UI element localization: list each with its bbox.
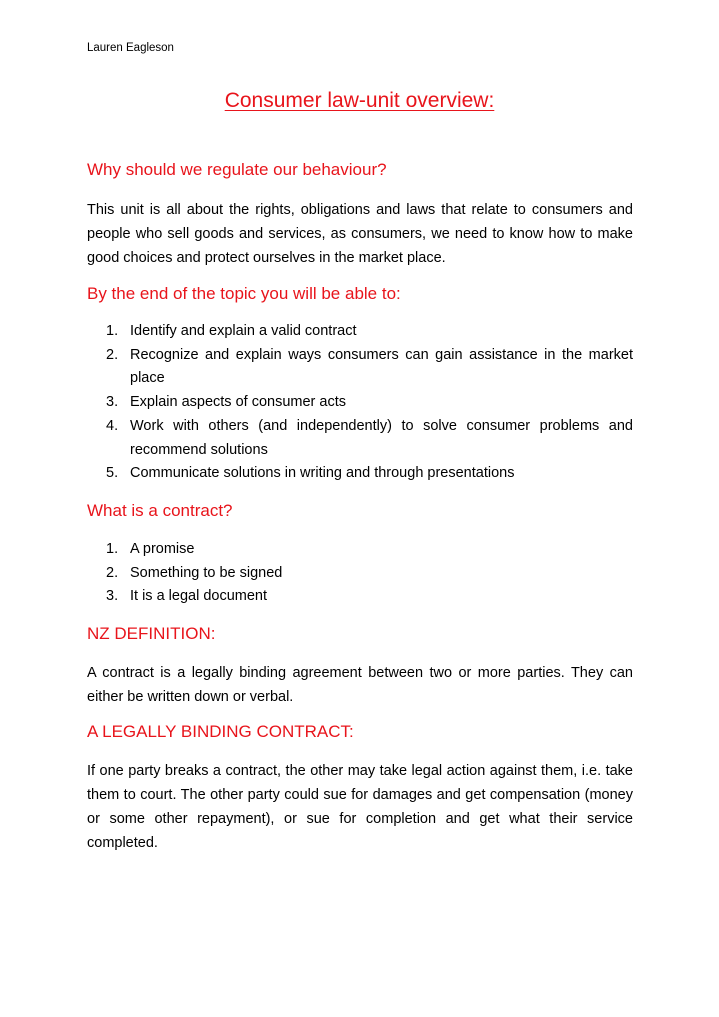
list-item xyxy=(87,415,633,462)
section-paragraph-regulate: This unit is all about the rights, obligations and laws that relate to consumers and people who sell goods and services, as consumers, we need to know how to make good choices and protect ourselves in the market place. xyxy=(87,202,633,266)
outcomes-list xyxy=(87,320,633,486)
list-item xyxy=(87,585,633,609)
section-paragraph-nz-definition: A contract is a legally binding agreement between two or more parties. They can either be written down or verbal. xyxy=(87,665,633,705)
section-heading-legally-binding: A LEGALLY BINDING CONTRACT: xyxy=(87,722,354,741)
list-item xyxy=(87,391,633,415)
section-heading-regulate: Why should we regulate our behaviour? xyxy=(87,160,387,179)
list-item-text: Recognize and explain ways consumers can gain assistance in the market place xyxy=(130,346,633,387)
list-item-text: Explain aspects of consumer acts xyxy=(130,394,346,411)
section-heading-outcomes: By the end of the topic you will be able to: xyxy=(87,284,401,303)
list-item xyxy=(87,538,633,562)
list-number: 2. xyxy=(106,346,119,363)
list-number: 1. xyxy=(106,323,119,339)
list-number: 3. xyxy=(106,588,119,605)
list-item-text: Something to be signed xyxy=(130,564,283,581)
list-number: 3. xyxy=(106,394,119,411)
section-paragraph-legally-binding: If one party breaks a contract, the other may take legal action against them, i.e. take them to court. The other party could sue for damages and get compensation (money or some other repayment), or sue for completion and get what their service completed. xyxy=(87,763,633,851)
list-item xyxy=(87,344,633,391)
list-number: 1. xyxy=(106,541,119,557)
list-item xyxy=(87,562,633,586)
list-number: 5. xyxy=(106,465,119,482)
contract-list xyxy=(87,538,633,609)
list-item-text: Identify and explain a valid contract xyxy=(130,323,357,339)
section-heading-contract: What is a contract? xyxy=(87,501,233,520)
author-name: Lauren Eagleson xyxy=(87,42,174,54)
list-item-text: A promise xyxy=(130,541,195,557)
list-item-text: Communicate solutions in writing and through presentations xyxy=(130,465,515,482)
list-item xyxy=(87,462,633,486)
list-number: 4. xyxy=(106,417,119,434)
list-item-text: Work with others (and independently) to solve consumer problems and recommend solutions xyxy=(130,417,633,458)
page-title: Consumer law-unit overview: xyxy=(224,89,495,112)
list-item-text: It is a legal document xyxy=(130,588,268,605)
section-heading-nz-definition: NZ DEFINITION: xyxy=(87,624,216,643)
list-item xyxy=(87,320,633,344)
list-number: 2. xyxy=(106,564,119,581)
